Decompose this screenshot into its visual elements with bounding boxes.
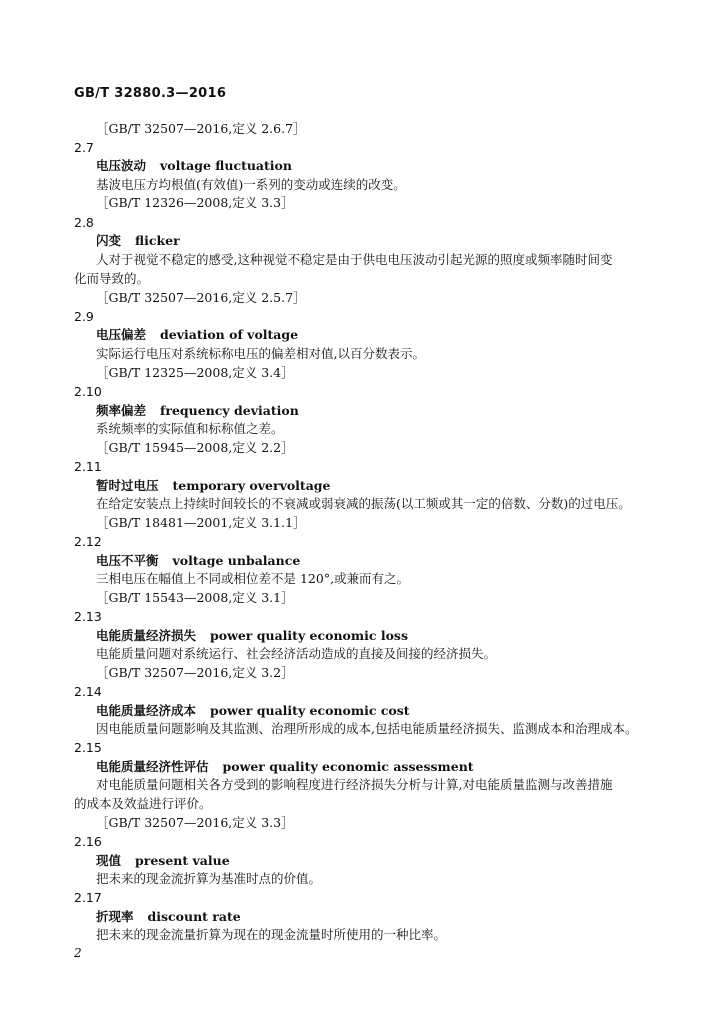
definition: 三相电压在幅值上不同或相位差不是 120°,或兼而有之。 [96, 571, 410, 586]
term-heading [96, 759, 474, 775]
definition-continuation: 的成本及效益进行评价。 [74, 796, 212, 811]
term-en: present value [135, 853, 230, 868]
entry-number: 2.16 [74, 834, 102, 849]
reference: ［GB/T 32507—2016,定义 3.2］ [96, 665, 294, 680]
entry-number: 2.17 [74, 890, 102, 905]
term-heading [96, 853, 230, 869]
term-en: deviation of voltage [160, 327, 299, 342]
entry-number: 2.14 [74, 684, 102, 699]
term-heading [96, 909, 241, 925]
term-heading [96, 628, 408, 644]
term-zh: 频率偏差 [96, 403, 147, 418]
reference: ［GB/T 32507—2016,定义 2.6.7］ [96, 121, 306, 136]
term-en: power quality economic loss [210, 628, 408, 643]
definition-continuation: 化而导致的。 [74, 271, 150, 286]
term-en: temporary overvoltage [172, 478, 331, 493]
term-zh: 电压不平衡 [96, 553, 159, 568]
term-zh: 电压偏差 [96, 327, 147, 342]
reference: ［GB/T 32507—2016,定义 2.5.7］ [96, 290, 306, 305]
entry-number: 2.10 [74, 384, 102, 399]
reference: ［GB/T 12326—2008,定义 3.3］ [96, 195, 294, 210]
entry-number: 2.11 [74, 459, 102, 474]
reference: ［GB/T 12325—2008,定义 3.4］ [96, 365, 294, 380]
reference: ［GB/T 18481—2001,定义 3.1.1］ [96, 515, 306, 530]
reference: ［GB/T 15543—2008,定义 3.1］ [96, 590, 294, 605]
definition: 对电能质量问题相关各方受到的影响程度进行经济损失分析与计算,对电能质量监测与改善措施 [96, 777, 613, 792]
term-zh: 电压波动 [96, 158, 147, 173]
term-en: discount rate [147, 909, 241, 924]
definition: 实际运行电压对系统标称电压的偏差相对值,以百分数表示。 [96, 346, 425, 361]
term-heading [96, 703, 410, 719]
term-en: flicker [135, 233, 180, 248]
definition: 人对于视觉不稳定的感受,这种视觉不稳定是由于供电电压波动引起光源的照度或频率随时间变 [96, 252, 613, 267]
entry-number: 2.13 [74, 609, 102, 624]
term-zh: 电能质量经济成本 [96, 703, 197, 718]
term-heading [96, 327, 298, 343]
term-heading [96, 478, 331, 494]
term-zh: 闪变 [96, 233, 122, 248]
term-zh: 暂时过电压 [96, 478, 159, 493]
entry-number: 2.12 [74, 534, 102, 549]
entry-number: 2.8 [74, 215, 94, 230]
entry-number: 2.15 [74, 740, 102, 755]
entry-number: 2.9 [74, 309, 94, 324]
term-zh: 折现率 [96, 909, 134, 924]
term-en: power quality economic assessment [222, 759, 474, 774]
definition: 电能质量问题对系统运行、社会经济活动造成的直接及间接的经济损失。 [96, 646, 497, 661]
definition: 把未来的现金流折算为基准时点的价值。 [96, 871, 322, 886]
term-en: voltage fluctuation [160, 158, 292, 173]
term-en: voltage unbalance [172, 553, 301, 568]
page-number: 2 [74, 946, 82, 960]
definition: 因电能质量问题影响及其监测、治理所形成的成本,包括电能质量经济损失、监测成本和治理成本。 [96, 721, 638, 736]
definition: 在给定安装点上持续时间较长的不衰减或弱衰减的振荡(以工频或其一定的倍数、分数)的过电压。 [96, 496, 631, 511]
term-heading [96, 158, 292, 174]
term-zh: 现值 [96, 853, 122, 868]
term-heading [96, 233, 180, 249]
term-zh: 电能质量经济性评估 [96, 759, 209, 774]
term-en: frequency deviation [160, 403, 299, 418]
definition: 把未来的现金流量折算为现在的现金流量时所使用的一种比率。 [96, 927, 447, 942]
definition: 基波电压方均根值(有效值)一系列的变动或连续的改变。 [96, 177, 406, 192]
term-heading [96, 403, 299, 419]
term-heading [96, 553, 300, 569]
term-zh: 电能质量经济损失 [96, 628, 197, 643]
term-en: power quality economic cost [210, 703, 410, 718]
document-header: GB/T 32880.3—2016 [74, 86, 227, 101]
reference: ［GB/T 15945—2008,定义 2.2］ [96, 440, 294, 455]
reference: ［GB/T 32507—2016,定义 3.3］ [96, 815, 294, 830]
entry-number: 2.7 [74, 140, 94, 155]
definition: 系统频率的实际值和标称值之差。 [96, 421, 284, 436]
